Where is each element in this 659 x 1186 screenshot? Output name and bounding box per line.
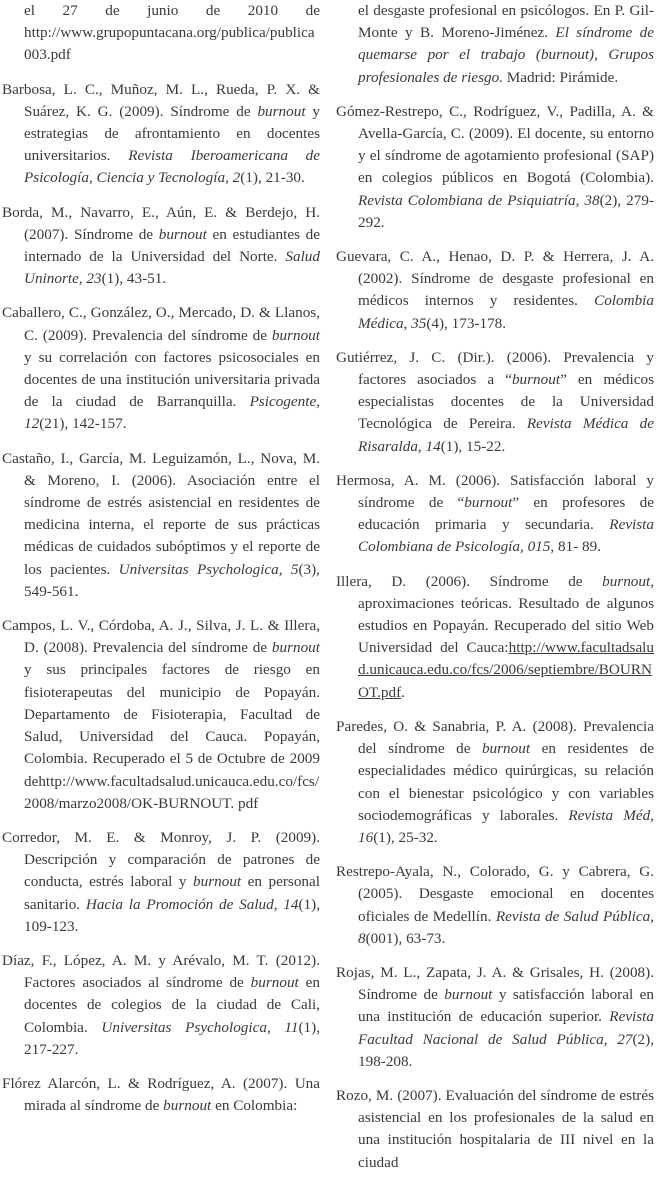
reference-text: (1), 109-123. [24,895,321,935]
reference-italic-text: Universitas Psychologica, 11 [101,1018,299,1036]
reference-text: Guevara, C. A., Henao, D. P. & Herrera, J. A. (2002). Síndrome de desgaste profesional en médicos internos y residentes. [336,248,654,310]
reference-text: en estudiantes de internado de la Universidad del Norte. [24,225,321,266]
references-column-right [336,0,654,1186]
reference-entry [2,302,320,435]
reference-text: (4), 173-178. [426,314,507,332]
reference-text: en Colombia: [211,1097,298,1115]
reference-italic-text: burnout [193,873,242,891]
reference-italic-text: Revista Iberoamericana de Psicología, Ciencia y Tecnología, 2 [24,147,320,187]
reference-italic-text: Revista Colombiana de Psicología, 015 [358,516,654,556]
reference-text: (001), 63-73. [365,929,446,947]
reference-text: (1), 21-30. [240,169,305,187]
reference-text: Madrid: Pirámide. [502,68,619,86]
reference-text: Barbosa, L. C., Muñoz, M. L., Rueda, P. X. & Suárez, K. G. (2009). Síndrome de [2,80,320,120]
reference-entry [2,79,320,190]
reference-text: (2), 279-292. [358,191,654,231]
reference-text: (1), 217-227. [24,1018,321,1058]
reference-text: Restrepo-Ayala, N., Colorado, G. y Cabrera, G. (2005). Desgaste emocional en docentes oficiales de Medellín. [336,863,654,925]
reference-text: Rozo, M. (2007). Evaluación del síndrome de estrés asistencial en los profesionales de la salud en una institución hospitalaria de III nivel en la ciudad [336,1086,654,1171]
reference-entry [336,1085,654,1174]
reference-italic-text: Revista Médica de Risaralda, 14 [358,415,654,455]
reference-entry [336,962,654,1073]
reference-entry [336,571,654,704]
reference-text: Caballero, C., González, O., Mercado, D. & Llanos, C. (2009). Prevalencia del síndrome de [2,304,320,344]
reference-italic-text: burnout [257,102,306,120]
reference-continuation [336,0,654,89]
reference-text: Paredes, O. & Sanabria, P. A. (2008). Prevalencia del síndrome de [336,717,654,758]
reference-italic-text: Colombia Médica, 35 [358,292,654,332]
reference-text: Gutiérrez, J. C. (Dir.). (2006). Prevalencia y factores asociados a “ [336,348,654,389]
reference-italic-text: burnout [163,1097,212,1115]
reference-text: Hermosa, A. M. (2006). Satisfacción laboral y síndrome de “ [336,471,654,512]
reference-italic-text: Revista Méd, 16 [358,806,654,846]
reference-text: y sus principales factores de riesgo en fisioterapeutas del municipio de Popayán. Departamento de Fisioterapia, Facultad de Salud, Universidad del Cauca. Popayán, Colombia. Recuperado el 5 de Octubre de 2009 dehttp://www.facultadsalud.unicauca.edu.co/fcs/2008/marzo2008/OK-BURNOUT. pdf [24,661,320,812]
reference-text: Flórez Alarcón, L. & Rodríguez, A. (2007). Una mirada al síndrome de [2,1074,320,1115]
reference-text: , 81- 89. [550,538,601,556]
reference-italic-text: Revista Facultad Nacional de Salud Pública, 27 [358,1008,654,1048]
reference-text: y estrategias de afrontamiento en docentes universitarios. [24,102,321,165]
reference-entry [2,202,320,291]
reference-text: en residentes de especialidades médico quirúrgicas, su relación con el bienestar psicológico y con variables sociodemográficas y laborales. [358,740,654,824]
reference-text: Gómez-Restrepo, C., Rodríguez, V., Padilla, A. & Avella-García, C. (2009). El docente, su entorno y el síndrome de agotamiento profesional (SAP) en colegios públicos en Bogotá (Colombia). [336,102,654,187]
reference-text: y su correlación con factores psicosociales en docentes de una institución universitaria privada de la ciudad de Barranquilla. [24,348,320,411]
reference-text: Díaz, F., López, A. M. y Arévalo, M. T. (2012). Factores asociados al síndrome de [2,951,320,992]
reference-text: el desgaste profesional en psicólogos. En P. Gil-Monte y B. Moreno-Jiménez. [358,2,654,42]
reference-entry [2,615,320,815]
reference-entry [2,448,320,603]
reference-text: ” en profesores de educación primaria y secundaria. [358,494,654,534]
reference-text: Corredor, M. E. & Monroy, J. P. (2009). Descripción y comparación de patrones de conducta, estrés laboral y [2,828,320,891]
reference-text: Castaño, I., García, M. Leguizamón, L., Nova, M. & Moreno, I. (2006). Asociación entre el síndrome de estrés asistencial en residentes de medicina interna, el reporte de sus prácticas médicas de cuidados subóptimos y el reporte de los pacientes. [2,449,320,578]
reference-text: Borda, M., Navarro, E., Aún, E. & Berdejo, H. (2007). Síndrome de [2,203,320,243]
reference-italic-text: burnout [464,494,513,512]
reference-text: ” en médicos especialistas docentes de la Universidad Tecnológica de Pereira. [358,371,654,433]
reference-continuation [2,0,320,67]
reference-entry [336,347,654,458]
reference-link[interactable]: http://www.facultadsalud.unicauca.edu.co/fcs/2006/septiembre/BOURNOT.pdf [358,639,654,701]
reference-text: y satisfacción laboral en una institución de educación superior. [358,986,654,1026]
reference-text: (3), 549-561. [24,560,320,600]
reference-text: (1), 25-32. [373,828,438,846]
reference-italic-text: burnout [444,986,493,1004]
reference-text: en docentes de colegios de la ciudad de Cali, Colombia. [24,974,320,1036]
reference-italic-text: burnout, [602,572,654,590]
reference-italic-text: burnout [271,326,320,344]
reference-text: Campos, L. V., Córdoba, A. J., Silva, J. L. & Illera, D. (2008). Prevalencia del síndrome de [2,617,320,657]
reference-italic-text: burnout [481,740,531,758]
reference-text: (21), 142-157. [39,415,127,433]
reference-text: el 27 de junio de 2010 de http://www.grupopuntacana.org/publica/publica003.pdf [24,2,320,64]
reference-entry [336,101,654,234]
reference-italic-text: Revista de Salud Pública, 8 [358,907,654,947]
reference-italic-text: Universitas Psychologica, 5 [118,560,299,578]
reference-text: . [401,683,405,701]
reference-italic-text: Revista Colombiana de Psiquiatría, 38 [358,191,600,209]
reference-italic-text: Hacia la Promoción de Salud, 14 [85,895,299,913]
reference-text: (2), 198-208. [358,1030,654,1070]
reference-italic-text: burnout [158,225,207,243]
reference-entry [336,861,654,950]
references-column-left [2,0,320,1129]
reference-entry [2,827,320,938]
reference-italic-text: burnout [250,974,299,992]
reference-entry [2,1073,320,1117]
reference-entry [336,716,654,849]
reference-italic-text: Psicogente, 12 [24,393,320,433]
reference-italic-text: burnout [271,639,320,657]
reference-text: (1), 15-22. [440,437,506,455]
reference-entry [336,470,654,559]
reference-italic-text: El síndrome de quemarse por el trabajo (burnout), Grupos profesionales de riesgo. [358,24,654,86]
reference-entry [336,246,654,335]
reference-text: aproximaciones teóricas. Resultado de algunos estudios en Popayán. Recuperado del sitio Web Universidad del Cauca: [358,594,654,657]
reference-entry [2,950,320,1061]
reference-italic-text: Salud Uninorte, 23 [24,248,320,288]
reference-text: Illera, D. (2006). Síndrome de [336,572,603,590]
reference-text: en personal sanitario. [24,873,320,913]
reference-text: (1), 43-51. [101,270,167,288]
reference-text: Rojas, M. L., Zapata, J. A. & Grisales, H. (2008). Síndrome de [336,963,654,1004]
reference-italic-text: burnout [511,371,561,389]
